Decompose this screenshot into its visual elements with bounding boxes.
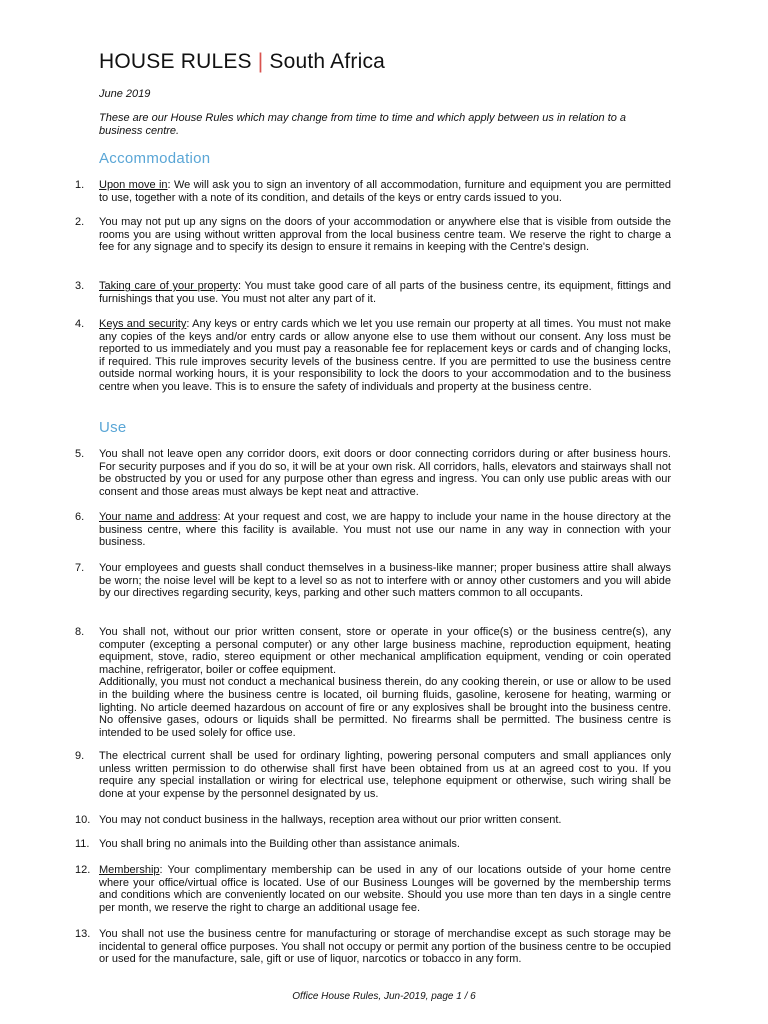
rule-item-12 (75, 864, 671, 914)
rule-heading: Your name and address (99, 511, 218, 523)
rule-text: : You must take good care of all parts of the business centre, its equipment, fittings and furnishings that you use. You must not alter any part of it. (99, 280, 671, 305)
rule-number: 3. (75, 280, 85, 292)
title-region: South Africa (269, 50, 386, 73)
rule-number: 6. (75, 511, 85, 523)
rule-text: : Any keys or entry cards which we let you use remain our property at all times. You must not make any copies of the keys and/or entry cards or allow anyone else to use them without our consent. Any loss must be reported to us immediately and you must pay a reasonable fee for replacement keys or cards and of changing locks, if required. This rule improves security levels of the business centre. If you are permitted to use the business centre outside normal working hours, it is your responsibility to lock the doors to your accommodation and to the business centre when you leave. This is to ensure the safety of individuals and property at the business centre. (99, 318, 671, 393)
rule-item-8 (75, 626, 671, 739)
rule-item-2 (75, 216, 671, 254)
rule-number: 5. (75, 448, 85, 460)
rule-heading: Keys and security (99, 318, 187, 330)
rule-number: 7. (75, 562, 85, 574)
rule-text: You may not put up any signs on the doors of your accommodation or anywhere else that is visible from outside the rooms you are using without written approval from the local business centre team. We reserve the right to charge a fee for any signage and to specify its design to ensure it remains in keeping with the Centre's design. (99, 216, 671, 254)
rule-number: 2. (75, 216, 85, 228)
rule-item-9 (75, 750, 671, 800)
rule-item-13 (75, 928, 671, 966)
rule-text: You may not conduct business in the hallways, reception area without our prior written consent. (99, 814, 562, 826)
rule-text: Your employees and guests shall conduct themselves in a business-like manner; proper business attire shall always be worn; the noise level will be kept to a level so as not to interfere with or annoy other customers and you will abide by our directives regarding security, keys, parking and other such matters common to all occupants. (99, 562, 671, 600)
rule-text: You shall bring no animals into the Building other than assistance animals. (99, 838, 460, 850)
rule-text-continued: Additionally, you must not conduct a mechanical business therein, do any cooking therein, or use or allow to be used in the building where the business centre is located, oil burning fluids, gasoline, kerosene for heating, warming or lighting. No article deemed hazardous on account of fire or any explosives shall be brought into the business centre. No offensive gases, odours or liquids shall be permitted. No firearms shall be permitted. The business centre is intended to be used solely for office use. (99, 676, 671, 739)
document-title (99, 50, 385, 74)
rule-number: 1. (75, 179, 85, 191)
rule-item-10 (75, 814, 671, 827)
rule-heading: Taking care of your property (99, 280, 238, 292)
rule-text: You shall not leave open any corridor doors, exit doors or door connecting corridors during or after business hours. For security purposes and if you do so, it will be at your own risk. All corridors, halls, elevators and stairways shall not be obstructed by you or used for any purpose other than egress and ingress. You can only use public areas with our consent and those areas must always be kept neat and attractive. (99, 448, 671, 498)
rule-item-6 (75, 511, 671, 549)
rule-number: 9. (75, 750, 85, 762)
rule-item-1 (75, 179, 671, 204)
section-heading-use: Use (99, 419, 127, 436)
rule-text: : Your complimentary membership can be used in any of our locations outside of your home centre where your office/virtual office is located. Use of our Business Lounges will be governed by the membership terms and conditions which are conveniently located on our website. Should you use more than ten days in a single centre per month, we reserve the right to charge an additional usage fee. (99, 864, 671, 914)
rule-number: 10. (75, 814, 91, 826)
intro-paragraph: These are our House Rules which may change from time to time and which apply between us in relation to a business centre. (99, 112, 627, 137)
document-date: June 2019 (99, 88, 151, 100)
rule-text: : We will ask you to sign an inventory of all accommodation, furniture and equipment you are permitted to use, together with a note of its condition, and details of the keys or entry cards issued to you. (99, 179, 671, 204)
rule-item-4 (75, 318, 671, 394)
title-separator: | (257, 50, 264, 73)
rule-heading: Membership (99, 864, 160, 876)
section-heading-accommodation: Accommodation (99, 150, 211, 167)
title-main: HOUSE RULES (99, 50, 252, 73)
rule-item-5 (75, 448, 671, 498)
rule-text: The electrical current shall be used for ordinary lighting, powering personal computers and small appliances only unless written permission to do otherwise shall first have been obtained from us at an agreed cost to you. If you require any special installation or wiring for electrical use, telephone equipment or otherwise, such wiring shall be done at your expense by the personnel designated by us. (99, 750, 671, 800)
rule-text: You shall not, without our prior written consent, store or operate in your office(s) or the business centre(s), any computer (excepting a personal computer) or any other large business machine, reproduction equipment, heating equipment, stove, radio, stereo equipment or other mechanical amplification equipment, vending or coin operated machine, refrigerator, boiler or coffee equipment. (99, 626, 671, 676)
rule-heading: Upon move in (99, 179, 168, 191)
rule-text: : At your request and cost, we are happy to include your name in the house directory at the business centre, where this facility is available. You must not use our name in any way in connection with your business. (99, 511, 671, 549)
rule-number: 12. (75, 864, 91, 876)
rule-number: 11. (75, 838, 90, 850)
rule-item-11 (75, 838, 671, 851)
rule-number: 4. (75, 318, 85, 330)
rule-text: You shall not use the business centre for manufacturing or storage of merchandise except as such storage may be incidental to general office purposes. You shall not occupy or permit any portion of the business centre to be occupied or used for the manufacture, sale, gift or use of liquor, narcotics or tobacco in any form. (99, 928, 671, 966)
rule-item-3 (75, 280, 671, 305)
rule-item-7 (75, 562, 671, 600)
page-footer: Office House Rules, Jun-2019, page 1 / 6 (292, 991, 476, 1002)
rule-number: 13. (75, 928, 91, 940)
rule-number: 8. (75, 626, 85, 638)
